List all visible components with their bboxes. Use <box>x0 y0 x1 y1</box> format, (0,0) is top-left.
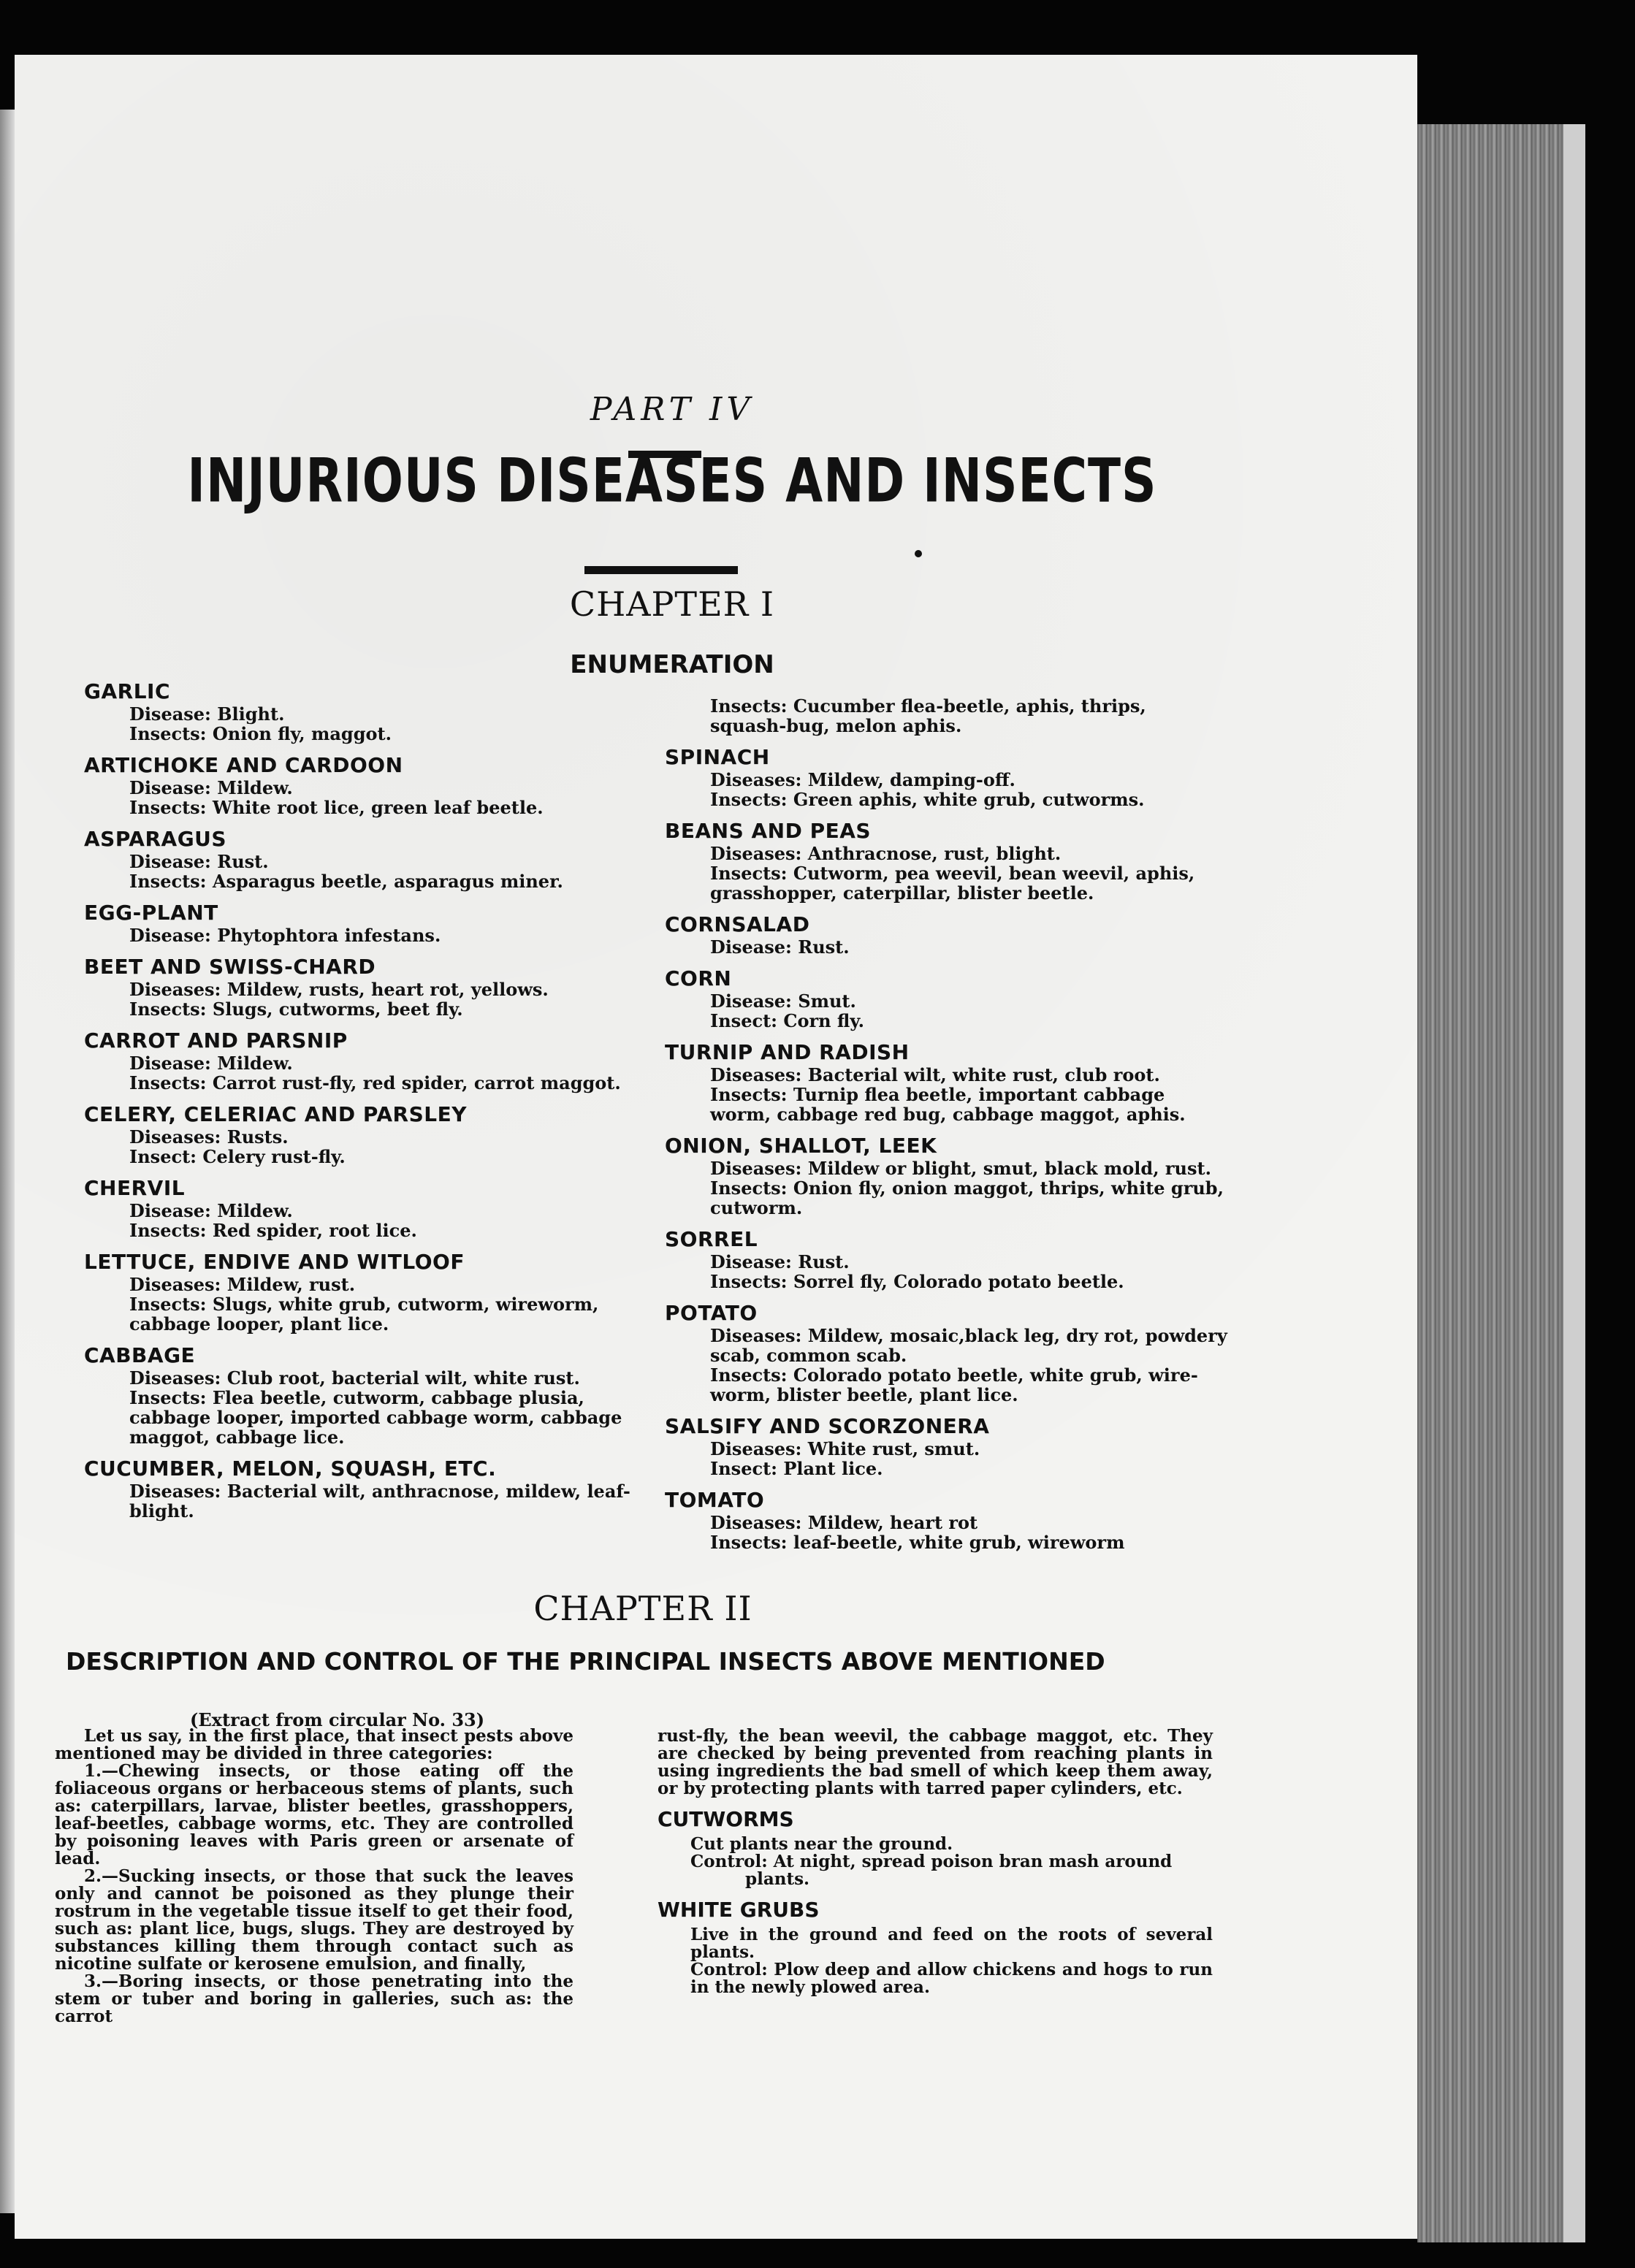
crop-entry <box>84 1102 639 1167</box>
paragraph: plants. <box>745 1869 810 1889</box>
chapter2-subtitle: DESCRIPTION AND CONTROL OF THE PRINCIPAL INSECTS ABOVE MENTIONED <box>66 1647 1105 1676</box>
crop-insects: Insects: Red spider, root lice. <box>129 1220 417 1241</box>
enumeration-left-column <box>84 679 639 1530</box>
paragraph: rust-fly, the bean weevil, the cabbage maggot, etc. They are checked by being prevented from reaching plants in using ingredients the bad smell of which keep them away, or by protecting plants with tarred paper cylinders, etc. <box>658 1726 1213 1798</box>
paragraph: Live in the ground and feed on the roots of several plants. <box>690 1925 1213 1962</box>
crop-entry <box>84 679 639 744</box>
crop-entry <box>84 1176 639 1240</box>
crop-entry <box>665 966 1227 1031</box>
crop-name: LETTUCE, ENDIVE AND WITLOOF <box>84 1250 465 1274</box>
crop-insects: Insects: Onion fly, maggot. <box>129 723 392 744</box>
paragraph: 2.—Sucking insects, or those that suck the leaves only and cannot be poisoned as they plunge their rostrum in the vegetable tissue itself to get their food, such as: plant lice, bugs, slugs. They are destroyed by substances killing them through contact such as nicotine sulfate or kerosene emulsion, and finally, <box>55 1866 573 1974</box>
crop-insects: Insects: White root lice, green leaf beetle. <box>129 797 544 818</box>
crop-name: ASPARAGUS <box>84 827 227 851</box>
crop-entry <box>84 955 639 1019</box>
body-right-column <box>658 1727 1213 1996</box>
crop-insects: Insect: Corn fly. <box>710 1010 864 1031</box>
crop-insects: Insects: Cutworm, pea weevil, bean weevil, aphis, grasshopper, caterpillar, blister beetle. <box>710 863 1195 904</box>
crop-entry <box>84 827 639 891</box>
crop-insects: Insects: leaf-beetle, white grub, wireworm <box>710 1532 1125 1553</box>
crop-insects: Insects: Asparagus beetle, asparagus miner. <box>129 871 563 892</box>
crop-disease: Disease: Mildew. <box>129 1053 293 1074</box>
crop-entry <box>665 912 1227 957</box>
chapter1-subtitle: ENUMERATION <box>570 650 774 679</box>
crop-insects: Insects: Turnip flea beetle, important cabbage worm, cabbage red bug, cabbage maggot, aphis. <box>710 1084 1186 1125</box>
crop-disease: Disease: Blight. <box>129 703 285 725</box>
book-page <box>15 55 1417 2239</box>
paragraph: Let us say, in the first place, that insect pests above mentioned may be divided in three categories: <box>55 1726 573 1763</box>
paragraph: Control: At night, spread poison bran mash around <box>690 1852 1173 1871</box>
chapter2-title: CHAPTER II <box>533 1589 752 1628</box>
crop-insects: Insects: Green aphis, white grub, cutworms. <box>710 789 1145 810</box>
crop-name: CORN <box>665 966 732 990</box>
crop-disease: Diseases: Anthracnose, rust, blight. <box>710 843 1062 864</box>
crop-insects: Insects: Onion fly, onion maggot, thrips, white grub, cutworm. <box>710 1177 1224 1218</box>
crop-name: SPINACH <box>665 745 770 769</box>
crop-name: BEET AND SWISS-CHARD <box>84 955 376 979</box>
crop-insects: Insects: Flea beetle, cutworm, cabbage plusia, cabbage looper, imported cabbage worm, cabbage maggot, cabbage lice. <box>129 1387 622 1448</box>
crop-name: ONION, SHALLOT, LEEK <box>665 1134 937 1158</box>
crop-entry <box>84 901 639 945</box>
paragraph: Control: Plow deep and allow chickens and hogs to run in the newly plowed area. <box>690 1960 1213 1997</box>
crop-insects: Insects: Slugs, cutworms, beet fly. <box>129 999 463 1020</box>
crop-name: CARROT AND PARSNIP <box>84 1028 348 1053</box>
crop-entry <box>665 745 1227 809</box>
crop-disease: Diseases: Mildew, rust. <box>129 1274 356 1295</box>
print-speck <box>915 550 922 557</box>
crop-disease: Diseases: Bacterial wilt, white rust, club root. <box>710 1064 1160 1085</box>
crop-name: CUCUMBER, MELON, SQUASH, ETC. <box>84 1456 497 1481</box>
crop-insects-continued: Insects: Cucumber flea-beetle, aphis, thrips, squash-bug, melon aphis. <box>710 695 1146 736</box>
crop-disease: Disease: Smut. <box>710 990 856 1012</box>
crop-entry <box>84 1250 639 1334</box>
crop-insects: Insect: Plant lice. <box>710 1458 883 1479</box>
main-title: INJURIOUS DISEASES AND INSECTS <box>187 446 1157 516</box>
white-grubs-heading: WHITE GRUBS <box>658 1898 820 1922</box>
crop-name: BEANS AND PEAS <box>665 819 872 843</box>
crop-disease: Diseases: Mildew, mosaic,black leg, dry rot, powdery scab, common scab. <box>710 1325 1227 1366</box>
crop-insects: Insects: Slugs, white grub, cutworm, wireworm, cabbage looper, plant lice. <box>129 1294 599 1335</box>
chapter1-title: CHAPTER I <box>569 584 775 624</box>
paragraph: 1.—Chewing insects, or those eating off the foliaceous organs or herbaceous stems of plants, such as: caterpillars, larvae, blister beetles, grasshoppers, leaf-beetles, cabbage worms, etc. They are controlled by poisoning leaves with Paris green or arsenate of lead. <box>55 1761 573 1868</box>
crop-entry <box>665 1040 1227 1124</box>
cutworms-heading: CUTWORMS <box>658 1807 794 1831</box>
crop-name: CABBAGE <box>84 1343 196 1367</box>
book-page-rim <box>1563 124 1585 2242</box>
crop-disease: Disease: Mildew. <box>129 1200 293 1221</box>
crop-insects: Insects: Sorrel fly, Colorado potato beetle. <box>710 1271 1124 1292</box>
crop-disease: Diseases: White rust, smut. <box>710 1438 980 1459</box>
crop-disease: Diseases: Mildew or blight, smut, black mold, rust. <box>710 1158 1211 1179</box>
crop-disease: Diseases: Club root, bacterial wilt, white rust. <box>129 1367 580 1389</box>
crop-entry <box>665 1488 1227 1552</box>
adjacent-page-edge <box>0 110 15 2213</box>
crop-disease: Disease: Phytophtora infestans. <box>129 925 441 946</box>
crop-disease: Disease: Mildew. <box>129 777 293 798</box>
paragraph: 3.—Boring insects, or those penetrating into the stem or tuber and boring in galleries, such as: the carrot <box>55 1971 573 2026</box>
crop-entry <box>665 1301 1227 1405</box>
crop-name: POTATO <box>665 1301 758 1325</box>
crop-entry <box>665 819 1227 903</box>
book-page-edges <box>1417 124 1578 2242</box>
body-left-column <box>55 1727 573 2025</box>
crop-name: TURNIP AND RADISH <box>665 1040 910 1064</box>
enumeration-right-column <box>665 696 1227 1562</box>
crop-disease: Diseases: Mildew, rusts, heart rot, yellows. <box>129 979 549 1000</box>
crop-insects: Insects: Colorado potato beetle, white grub, wire-worm, blister beetle, plant lice. <box>710 1364 1198 1405</box>
crop-name: SORREL <box>665 1227 758 1251</box>
crop-entry <box>84 1456 639 1521</box>
crop-name: CHERVIL <box>84 1176 186 1200</box>
crop-entry <box>665 1134 1227 1218</box>
title-rule-bottom <box>584 566 738 574</box>
crop-entry <box>84 753 639 817</box>
crop-name: ARTICHOKE AND CARDOON <box>84 753 403 777</box>
crop-disease: Disease: Rust. <box>710 1251 850 1272</box>
crop-name: EGG-PLANT <box>84 901 218 925</box>
crop-disease: Diseases: Bacterial wilt, anthracnose, mildew, leaf-blight. <box>129 1481 630 1521</box>
crop-name: GARLIC <box>84 679 171 703</box>
crop-insects: Insects: Carrot rust-fly, red spider, carrot maggot. <box>129 1072 621 1093</box>
crop-disease: Diseases: Rusts. <box>129 1126 289 1148</box>
crop-name: CELERY, CELERIAC AND PARSLEY <box>84 1102 467 1126</box>
crop-name: TOMATO <box>665 1488 765 1512</box>
crop-disease: Disease: Rust. <box>710 936 850 958</box>
crop-name: SALSIFY AND SCORZONERA <box>665 1414 990 1438</box>
part-title: PART IV <box>590 391 755 428</box>
crop-entry <box>84 1343 639 1447</box>
crop-disease: Disease: Rust. <box>129 851 269 872</box>
crop-disease: Diseases: Mildew, heart rot <box>710 1512 978 1533</box>
crop-insects: Insect: Celery rust-fly. <box>129 1146 346 1167</box>
paragraph: Cut plants near the ground. <box>690 1834 953 1854</box>
crop-entry <box>665 1414 1227 1478</box>
crop-entry <box>665 1227 1227 1291</box>
crop-name: CORNSALAD <box>665 912 810 936</box>
extract-note: (Extract from circular No. 33) <box>190 1709 485 1730</box>
crop-disease: Diseases: Mildew, damping-off. <box>710 769 1015 790</box>
crop-entry <box>84 1028 639 1093</box>
